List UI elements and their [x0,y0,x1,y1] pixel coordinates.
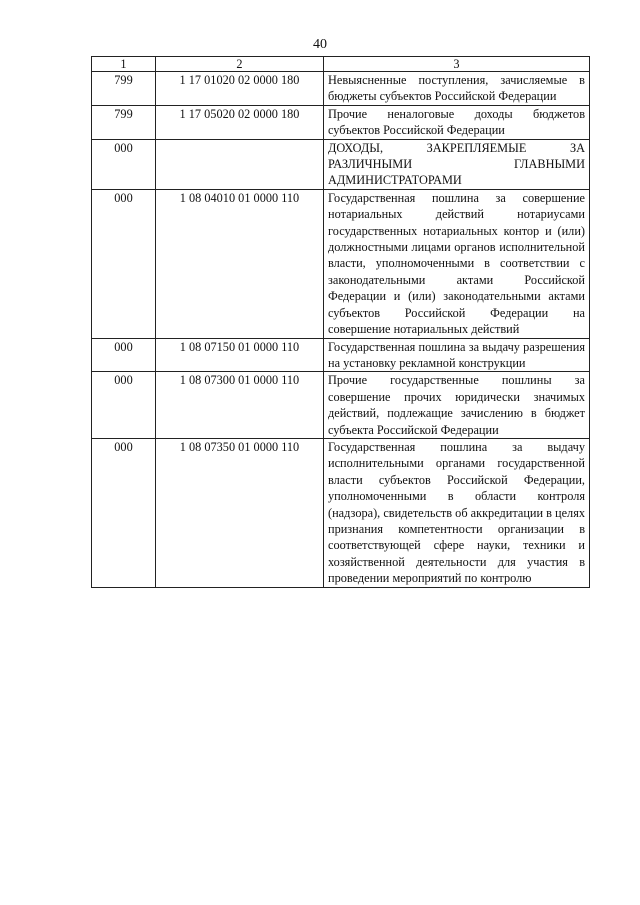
revenue-name-cell: Прочие неналоговые доходы бюджетов субъектов Российской Федерации [324,105,590,139]
revenue-codes-table [91,56,590,588]
budget-code-cell: 1 08 07350 01 0000 110 [156,438,324,587]
table-row [92,372,590,439]
column-header-1: 1 [92,57,156,72]
admin-code-cell: 000 [92,189,156,338]
page-number: 40 [313,37,327,52]
revenue-name-cell: Невыясненные поступления, зачисляемые в бюджеты субъектов Российской Федерации [324,72,590,106]
budget-code-cell: 1 08 04010 01 0000 110 [156,189,324,338]
budget-code-cell [156,139,324,189]
admin-code-cell: 000 [92,438,156,587]
admin-code-cell: 000 [92,338,156,372]
admin-code-cell: 000 [92,372,156,439]
admin-code-cell: 000 [92,139,156,189]
table-header-row [92,57,590,72]
table-row [92,105,590,139]
column-header-3: 3 [324,57,590,72]
table-row [92,438,590,587]
column-header-2: 2 [156,57,324,72]
revenue-name-cell: Государственная пошлина за выдачу исполнительными органами государственной власти субъектов Российской Федерации, уполномоченными в области контроля (надзора), свидетельств об аккредитации в целях признания компетентности организации в соответствующей сфере науки, техники и хозяйственной деятельности для участия в проведении мероприятий по контролю [324,438,590,587]
table-row [92,72,590,106]
revenue-name-cell: Прочие государственные пошлины за совершение прочих юридически значимых действий, подлежащие зачислению в бюджет субъекта Российской Федерации [324,372,590,439]
table-row [92,338,590,372]
revenue-name-cell: ДОХОДЫ, ЗАКРЕПЛЯЕМЫЕ ЗА РАЗЛИЧНЫМИ ГЛАВНЫМИ АДМИНИСТРАТОРАМИ [324,139,590,189]
budget-code-cell: 1 17 01020 02 0000 180 [156,72,324,106]
revenue-name-cell: Государственная пошлина за выдачу разрешения на установку рекламной конструкции [324,338,590,372]
budget-code-cell: 1 08 07150 01 0000 110 [156,338,324,372]
admin-code-cell: 799 [92,105,156,139]
budget-code-cell: 1 17 05020 02 0000 180 [156,105,324,139]
budget-code-cell: 1 08 07300 01 0000 110 [156,372,324,439]
table-row [92,139,590,189]
admin-code-cell: 799 [92,72,156,106]
table-row [92,189,590,338]
revenue-name-cell: Государственная пошлина за совершение нотариальных действий нотариусами государственных нотариальных контор и (или) должностными лицами органов исполнительной власти, уполномоченными в соответствии с законодательными актами Российской Федерации и (или) законодательными актами субъектов Российской Федерации на совершение нотариальных действий [324,189,590,338]
